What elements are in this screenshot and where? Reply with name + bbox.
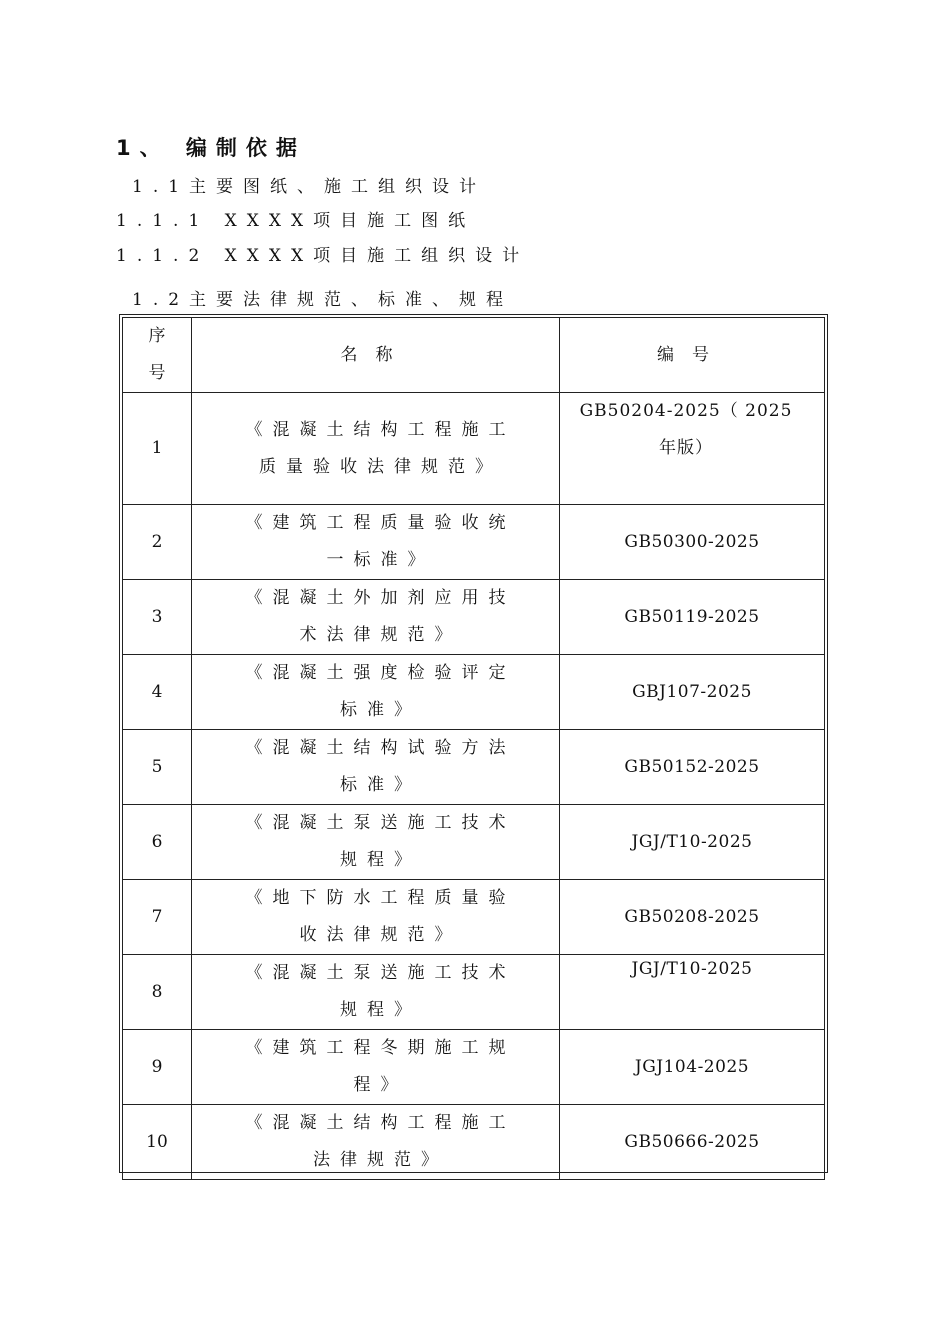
table-row (123, 805, 825, 880)
row-standard-name: 《地下防水工程质量验收法律规范》 (192, 880, 560, 955)
row-standard-code: JGJ/T10-2025 (560, 805, 825, 880)
row-standard-code: GB50119-2025 (560, 580, 825, 655)
row-seq: 10 (123, 1105, 192, 1180)
row-seq: 3 (123, 580, 192, 655)
table-row (123, 655, 825, 730)
table-row (123, 955, 825, 1030)
table-row (123, 1030, 825, 1105)
row-standard-code: GB50208-2025 (560, 880, 825, 955)
row-standard-name: 《混凝土结构工程施工质量验收法律规范》 (192, 393, 560, 505)
table-row (123, 880, 825, 955)
row-standard-code: GB50300-2025 (560, 505, 825, 580)
row-standard-name: 《混凝土外加剂应用技术法律规范》 (192, 580, 560, 655)
row-standard-code: GB50666-2025 (560, 1105, 825, 1180)
table-row (123, 730, 825, 805)
row-standard-name: 《建筑工程质量验收统一标准》 (192, 505, 560, 580)
standards-table (122, 317, 825, 1180)
row-seq: 5 (123, 730, 192, 805)
row-standard-name: 《混凝土结构试验方法标准》 (192, 730, 560, 805)
subsection-standards-title: 1.2主要法律规范、标准、规程 (132, 290, 514, 310)
row-standard-code: JGJ104-2025 (560, 1030, 825, 1105)
row-standard-code: GB50152-2025 (560, 730, 825, 805)
table-row (123, 580, 825, 655)
table-header-row (123, 318, 825, 393)
table-row (123, 1105, 825, 1180)
header-seq: 序号 (123, 318, 192, 393)
row-standard-name: 《混凝土结构工程施工法律规范》 (192, 1105, 560, 1180)
row-standard-name: 《混凝土泵送施工技术规程》 (192, 955, 560, 1030)
row-standard-code: GBJ107-2025 (560, 655, 825, 730)
standards-table-frame (119, 314, 828, 1173)
item-construction-drawings: 1.1.1 XXXX项目施工图纸 (116, 211, 476, 231)
header-code: 编号 (560, 318, 825, 393)
row-seq: 1 (123, 393, 192, 505)
row-standard-name: 《混凝土强度检验评定标准》 (192, 655, 560, 730)
item-construction-organization-design: 1.1.2 XXXX项目施工组织设计 (116, 246, 530, 266)
subsection-drawings-title: 1.1主要图纸、施工组织设计 (132, 177, 487, 197)
row-standard-name: 《建筑工程冬期施工规程》 (192, 1030, 560, 1105)
row-seq: 7 (123, 880, 192, 955)
row-seq: 2 (123, 505, 192, 580)
header-name: 名称 (192, 318, 560, 393)
table-row (123, 505, 825, 580)
section-heading: 1、 编制依据 (116, 136, 306, 160)
row-seq: 8 (123, 955, 192, 1030)
table-row (123, 393, 825, 505)
row-seq: 6 (123, 805, 192, 880)
row-standard-code: JGJ/T10-2025 (560, 955, 825, 1030)
row-standard-name: 《混凝土泵送施工技术规程》 (192, 805, 560, 880)
row-seq: 4 (123, 655, 192, 730)
row-standard-code: GB50204-2025（ 2025 年版） (560, 393, 825, 505)
row-seq: 9 (123, 1030, 192, 1105)
